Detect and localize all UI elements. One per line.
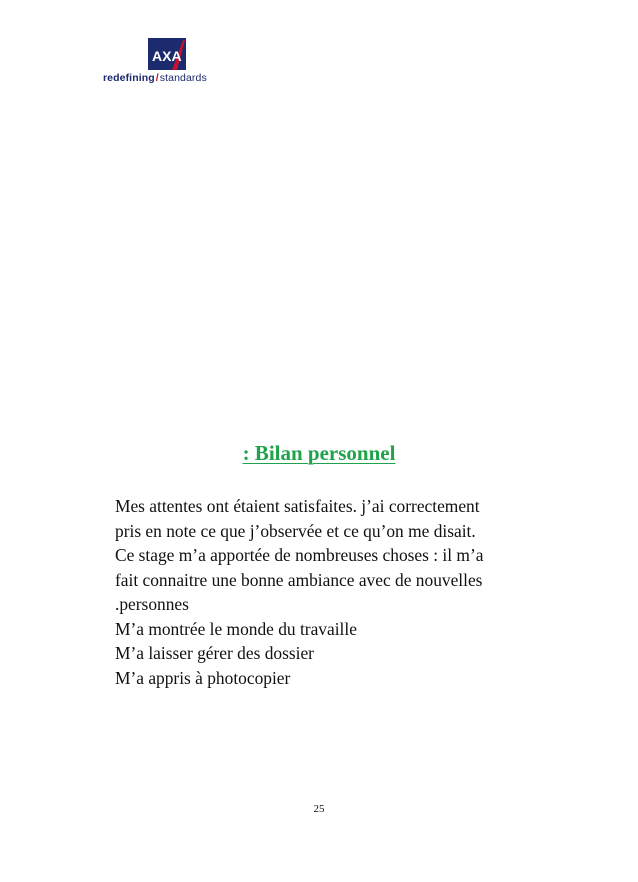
axa-logo-icon — [148, 38, 186, 70]
logo-tagline-redefining: redefining — [103, 72, 155, 84]
body-paragraph — [115, 494, 585, 690]
paragraph-line: M’a appris à photocopier — [115, 667, 291, 688]
logo-tagline-standards: standards — [159, 72, 207, 84]
paragraph-line: M’a montrée le monde du travaille — [115, 618, 357, 639]
paragraph-line: .personnes — [115, 594, 189, 614]
paragraph-line: pris en note ce que j’observée et ce qu’on me disait. — [115, 520, 476, 541]
page-number: 25 — [313, 803, 325, 815]
section-heading: : Bilan personnel — [242, 441, 396, 465]
paragraph-line: M’a laisser gérer des dossier — [115, 643, 314, 663]
logo-tagline — [103, 72, 207, 84]
axa-logo — [103, 38, 231, 88]
svg-text:AXA: AXA — [152, 48, 182, 64]
paragraph-line: fait connaitre une bonne ambiance avec de nouvelles — [115, 569, 483, 590]
paragraph-line: Mes attentes ont étaient satisfaites. j’ai correctement — [115, 496, 480, 516]
paragraph-line: Ce stage m’a apportée de nombreuses choses : il m’a — [115, 545, 484, 565]
logo-tagline-slash: / — [155, 72, 159, 84]
